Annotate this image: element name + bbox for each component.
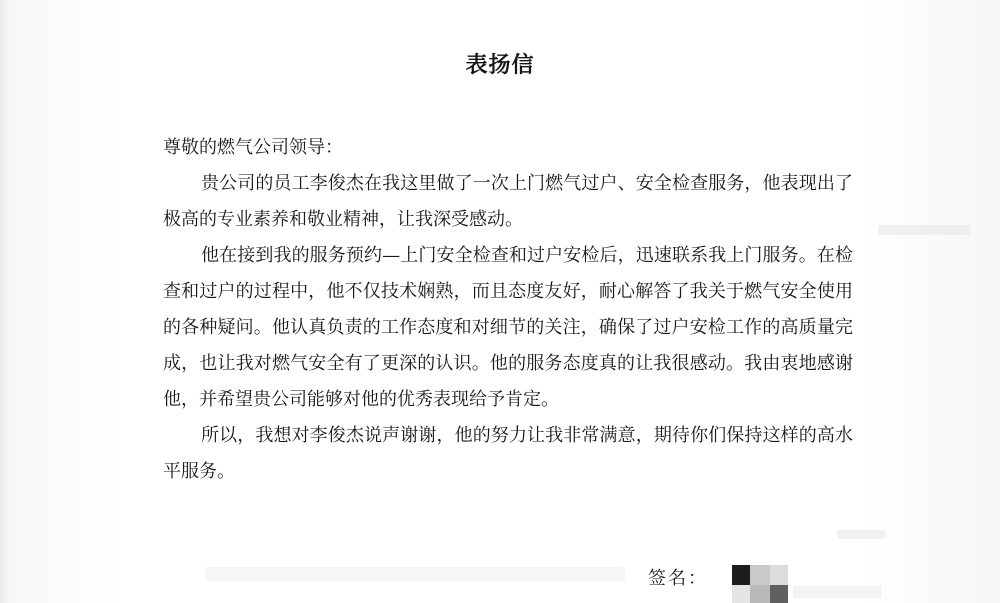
redaction-pixel: [732, 565, 750, 585]
scan-artifact: [793, 586, 881, 598]
redacted-signature: [732, 565, 788, 603]
redaction-pixel: [750, 585, 770, 603]
redaction-pixel: [732, 585, 750, 603]
paragraph-3: 所以，我想对李俊杰说声谢谢，他的努力让我非常满意，期待你们保持这样的高水平服务。: [163, 425, 853, 482]
document-title: 表扬信: [465, 53, 535, 78]
paragraph-2: 他在接到我的服务预约—上门安全检查和过户安检后，迅速联系我上门服务。在检查和过户的过程中，他不仅技术娴熟，而且态度友好，耐心解答了我关于燃气安全使用的各种疑问。他认真负责的工作态度和对细节的关注，确保了过户安检工作的高质量完成，也让我对燃气安全有了更深的认识。他的服务态度真的让我很感动。我由衷地感谢他，并希望贵公司能够对他的优秀表现给予肯定。: [163, 245, 853, 410]
scan-edge-shadow: [0, 0, 10, 603]
paragraph-1: 贵公司的员工李俊杰在我这里做了一次上门燃气过户、安全检查服务，他表现出了极高的专业素养和敬业精神，让我深受感动。: [163, 173, 853, 230]
letter-body: [163, 130, 853, 490]
scan-artifact: [205, 567, 625, 581]
signature-row: [648, 563, 708, 591]
scan-artifact: [878, 225, 970, 235]
signature-label: 签名：: [648, 568, 708, 589]
salutation: 尊敬的燃气公司领导：: [163, 137, 343, 158]
scan-artifact: [837, 530, 885, 539]
redaction-pixel: [770, 585, 788, 603]
redaction-pixel: [770, 565, 788, 585]
redaction-pixel: [750, 565, 770, 585]
